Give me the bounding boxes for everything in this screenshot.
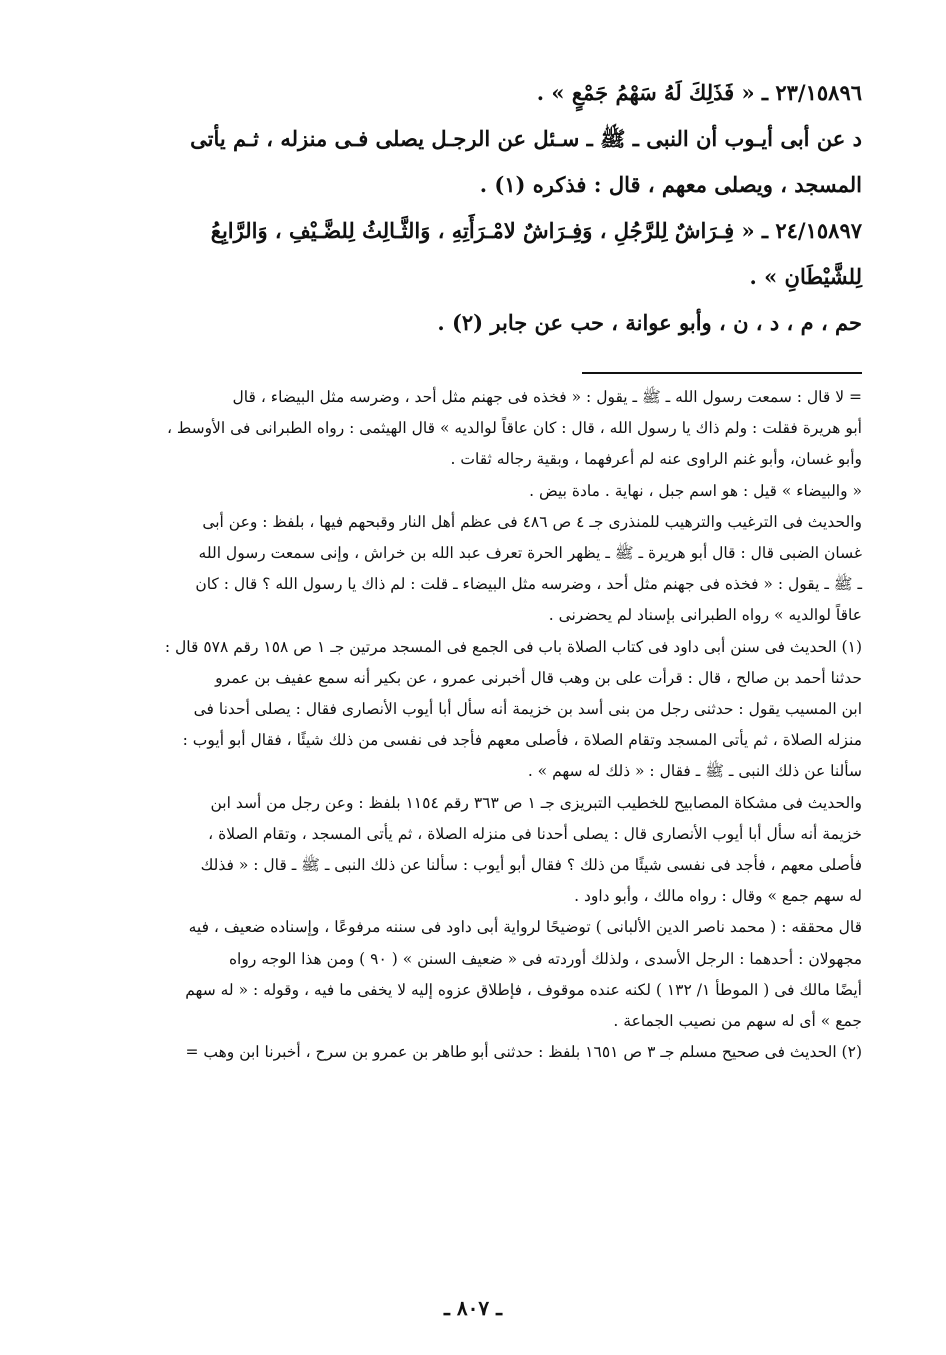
footnote-line: حدثنا أحمد بن صالح ، قال : قرأت على بن وهب قال أخبرنى عمرو ، عن بكير أنه سمع عفيف بن عمرو <box>215 668 862 687</box>
footnote-line: أبو هريرة فقلت : ولم ذاك يا رسول الله ، قال : كان عاقاً لوالديه » قال الهيثمى : رواه الطبرانى فى الأوسط ، <box>166 419 862 438</box>
footnote-1 <box>98 632 862 1038</box>
hadith-line: ٢٤/١٥٨٩٧ ـ « فِـرَاشٌ لِلرَّجُلِ ، وَفِـرَاشٌ لامْـرَأَتِهِ ، وَالثَّـالِثُ لِلضَّـيْفِ ، وَالرَّابِعُ <box>210 218 862 243</box>
footnote-line: (٢) الحديث فى صحيح مسلم جـ ٣ ص ١٦٥١ بلفظ : حدثنى أبو طاهر بن عمرو بن سرح ، أخبرنا ابن وهب = <box>185 1043 862 1062</box>
footnote-line: ـ ﷺ ـ يقول : « فخذه فى جهنم مثل أحد ، وضرسه مثل البيضاء ـ قلت : لم ذاك يا رسول الله ؟ قال : كان <box>195 575 862 594</box>
footnote-line: فأصلى معهم ، فأجد فى نفسى شيئًا من ذلك ؟ فقال أبو أيوب : سألنا عن ذلك النبى ـ ﷺ ـ قال : « فذلك <box>200 856 862 875</box>
hadith-line: د عن أبى أيـوب أن النبى ـ ﷺ ـ سـئل عن الرجـل يصلى فـى منزله ، ثـم يأتى <box>190 126 862 151</box>
footnote-line: = لا قال : سمعت رسول الله ـ ﷺ ـ يقول : « فخذه فى جهنم مثل أحد ، وضرسه مثل البيضاء ، قال <box>232 388 862 406</box>
footnote-line: غسان الضبى قال : قال أبو هريرة ـ ﷺ ـ يظهر الحرة تعرف عبد الله بن خراش ، وإنى سمعت رسول الله <box>198 544 862 563</box>
footnote-line: والحديث فى الترغيب والترهيب للمنذرى جـ ٤ ص ٤٨٦ فى عظم أهل النار وقبحهم فيها ، بلفظ : وعن أبى <box>202 512 862 531</box>
main-text <box>98 70 862 346</box>
footnote-line: منزله الصلاة ، ثم يأتى المسجد وتقام الصلاة ، فأصلى معهم فأجد فى نفسى من ذلك شيئًا ، فقال أبو أيوب : <box>182 731 862 750</box>
footnote-line: قال محققه : ( محمد ناصر الدين الألبانى ) توضيحًا لرواية أبى داود فى سننه مرفوعًا ، وإسناده ضعيف ، فيه <box>188 918 862 937</box>
footnote-line: والحديث فى مشكاة المصابيح للخطيب التبريزى جـ ١ ص ٣٦٣ رقم ١١٥٤ بلفظ : وعن رجل من أسد ابن <box>210 793 862 812</box>
page-number: ـ ٨٠٧ ـ <box>444 1296 502 1320</box>
footnote-line: أيضًا مالك فى ( الموطأ ١/ ١٣٢ ) لكنه عنده موقوف ، فإطلاق عزوه إليه لا يخفى ما فيه ، وقوله : « له سهم <box>185 980 862 999</box>
hadith-line: ٢٣/١٥٨٩٦ ـ « فَذَلِكَ لَهُ سَهْمُ جَمْعٍ » . <box>536 80 862 105</box>
footnote-line: (١) الحديث فى سنن أبى داود فى كتاب الصلاة باب فى الجمع فى المسجد مرتين جـ ١ ص ١٥٨ رقم ٥٧٨ قال : <box>164 637 862 656</box>
footnote-line: سألنا عن ذلك النبى ـ ﷺ ـ فقال : « ذلك له سهم » . <box>527 762 862 781</box>
hadith-line: حم ، م ، د ، ن ، وأبو عوانة ، حب عن جابر (٢) . <box>437 310 862 335</box>
footnote-line: خزيمة أنه سأل أبا أيوب الأنصارى قال : يصلى أحدنا فى منزله الصلاة ، ثم يأتى المسجد ، وتقام الصلاة ، <box>208 824 862 843</box>
footnote-line: مجهولان : أحدهما : الرجل الأسدى ، ولذلك أوردته فى « ضعيف السنن » ( ٩٠ ) ومن هذا الوجه رواه <box>228 949 862 968</box>
footnote-2 <box>98 1037 862 1068</box>
hadith-line: لِلشَّيْطَانِ » . <box>749 264 862 289</box>
footnote-line: جمع » أى له سهم من نصيب الجماعة . <box>613 1012 862 1031</box>
footnote-line: له سهم جمع » وقال : رواه مالك ، وأبو داود . <box>574 887 862 906</box>
hadith-line: المسجد ، ويصلى معهم ، قال : فذكره (١) . <box>479 172 862 197</box>
footnote-line: ابن المسيب يقول : حدثنى رجل من بنى أسد بن خزيمة أنه سأل أبا أيوب الأنصارى فقال : يصلى أحدنا فى <box>193 700 862 719</box>
footnote-continuation <box>98 382 862 632</box>
footnote-line: وأبو غسان، وأبو غنم الراوى عنه لم أعرفهما ، وبقية رجاله ثقات . <box>450 450 862 469</box>
footnote-divider <box>582 372 862 374</box>
footnote-line: عاقاً لوالديه » رواه الطبرانى بإسناد لم يحضرنى . <box>548 606 862 625</box>
footnote-line: « والبيضاء » قيل : هو اسم جبل ، نهاية . مادة بيض . <box>529 481 862 500</box>
